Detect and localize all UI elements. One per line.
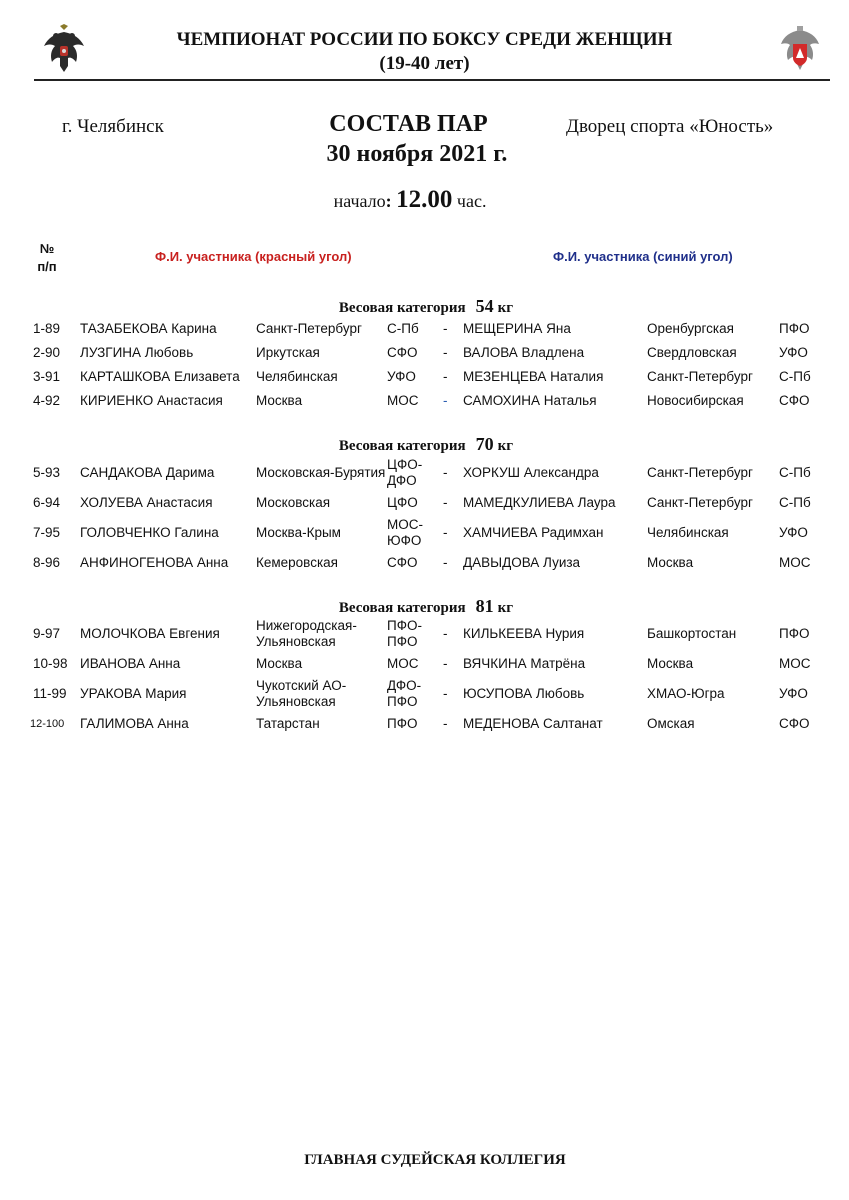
blue-boxer-name: КИЛЬКЕЕВА Нурия xyxy=(463,626,585,641)
blue-boxer-name: ХАМЧИЕВА Радимхан xyxy=(463,525,604,540)
blue-boxer-district: МОС xyxy=(779,656,811,671)
red-boxer-district: СФО xyxy=(387,345,418,360)
blue-boxer-region: Москва xyxy=(647,656,694,671)
red-boxer-region: Челябинская xyxy=(256,369,338,384)
bout-separator: - xyxy=(443,465,448,480)
bout-number: 7-95 xyxy=(33,525,61,540)
blue-boxer-district: ПФО xyxy=(779,321,810,336)
bout-number: 10-98 xyxy=(33,656,68,671)
bout-separator: - xyxy=(443,555,448,570)
red-boxer-name: ТАЗАБЕКОВА Карина xyxy=(80,321,217,336)
red-boxer-region: Иркутская xyxy=(256,345,320,360)
blue-boxer-region: ХМАО-Югра xyxy=(647,686,725,701)
document-title: СОСТАВ ПАР xyxy=(329,111,488,137)
blue-boxer-district: МОС xyxy=(779,555,811,570)
red-boxer-region: Нижегородская-Ульяновская xyxy=(256,618,357,649)
red-boxer-district: ЦФО-ДФО xyxy=(387,457,423,488)
red-boxer-name: САНДАКОВА Дарима xyxy=(80,465,215,480)
red-corner-header: Ф.И. участника (красный угол) xyxy=(155,249,352,264)
blue-boxer-district: СФО xyxy=(779,393,810,408)
bout-separator: - xyxy=(443,525,448,540)
red-boxer-name: ХОЛУЕВА Анастасия xyxy=(80,495,213,510)
blue-corner-header: Ф.И. участника (синий угол) xyxy=(553,249,733,264)
blue-boxer-district: СФО xyxy=(779,716,810,731)
red-boxer-district: ПФО-ПФО xyxy=(387,618,422,649)
red-boxer-region: Санкт-Петербург xyxy=(256,321,362,336)
weight-category-heading xyxy=(0,596,849,617)
blue-boxer-district: УФО xyxy=(779,686,808,701)
red-boxer-name: ГАЛИМОВА Анна xyxy=(80,716,189,731)
city-label: г. Челябинск xyxy=(62,116,164,137)
bout-separator: - xyxy=(443,393,448,408)
blue-boxer-district: УФО xyxy=(779,525,808,540)
weight-category-label: Весовая категория xyxy=(338,300,466,316)
blue-boxer-region: Санкт-Петербург xyxy=(647,465,753,480)
blue-boxer-name: ВАЛОВА Владлена xyxy=(463,345,585,360)
red-boxer-district: ЦФО xyxy=(387,495,418,510)
bout-number: 1-89 xyxy=(33,321,61,336)
age-group-subtitle: (19-40 лет) xyxy=(379,53,470,74)
red-boxer-name: ГОЛОВЧЕНКО Галина xyxy=(80,525,219,540)
bout-number: 12-100 xyxy=(30,718,65,730)
red-boxer-district: СФО xyxy=(387,555,418,570)
blue-boxer-name: МЕЩЕРИНА Яна xyxy=(463,321,571,336)
blue-boxer-district: УФО xyxy=(779,345,808,360)
weight-category-label: Весовая категория xyxy=(338,438,466,454)
bout-separator: - xyxy=(443,345,448,360)
red-boxer-name: КИРИЕНКО Анастасия xyxy=(80,393,223,408)
document-date: 30 ноября 2021 г. xyxy=(326,141,508,167)
blue-boxer-district: С-Пб xyxy=(779,369,811,384)
weight-category-unit: кг xyxy=(497,438,514,454)
red-boxer-region: Москва xyxy=(256,393,303,408)
red-boxer-district: УФО xyxy=(387,369,416,384)
blue-boxer-region: Башкортостан xyxy=(647,626,737,641)
blue-boxer-region: Свердловская xyxy=(647,345,737,360)
bout-separator: - xyxy=(443,716,448,731)
bout-number: 2-90 xyxy=(33,345,61,360)
blue-boxer-name: ВЯЧКИНА Матрёна xyxy=(463,656,586,671)
red-boxer-region: Кемеровская xyxy=(256,555,338,570)
weight-category-value: 70 xyxy=(475,434,494,454)
red-boxer-district: МОС xyxy=(387,656,419,671)
weight-category-label: Весовая категория xyxy=(338,600,466,616)
red-boxer-name: АНФИНОГЕНОВА Анна xyxy=(80,555,229,570)
weight-category-value: 54 xyxy=(475,296,494,316)
blue-boxer-name: ДАВЫДОВА Луиза xyxy=(463,555,581,570)
red-boxer-district: МОС-ЮФО xyxy=(387,517,423,548)
red-boxer-region: Москва-Крым xyxy=(256,525,341,540)
red-boxer-region: Москва xyxy=(256,656,303,671)
blue-boxer-region: Омская xyxy=(647,716,695,731)
start-time-line: начало: 12.00 час. xyxy=(333,186,487,213)
weight-category-heading xyxy=(0,434,849,455)
bout-separator: - xyxy=(443,686,448,701)
blue-boxer-region: Санкт-Петербург xyxy=(647,369,753,384)
red-boxer-name: КАРТАШКОВА Елизавета xyxy=(80,369,240,384)
bout-number: 6-94 xyxy=(33,495,61,510)
blue-boxer-region: Москва xyxy=(647,555,694,570)
blue-boxer-name: МЕДЕНОВА Салтанат xyxy=(463,716,603,731)
red-boxer-district: С-Пб xyxy=(387,321,419,336)
bout-number: 8-96 xyxy=(33,555,61,570)
venue-label: Дворец спорта «Юность» xyxy=(566,116,774,137)
red-boxer-name: УРАКОВА Мария xyxy=(80,686,187,701)
blue-boxer-region: Оренбургская xyxy=(647,321,734,336)
bout-number: 11-99 xyxy=(33,686,67,701)
weight-category-value: 81 xyxy=(475,596,494,616)
red-boxer-name: МОЛОЧКОВА Евгения xyxy=(80,626,220,641)
weight-category-unit: кг xyxy=(497,600,514,616)
bout-separator: - xyxy=(443,495,448,510)
weight-category-unit: кг xyxy=(497,300,514,316)
start-time: 12.00 xyxy=(396,186,453,213)
blue-boxer-name: ХОРКУШ Александра xyxy=(463,465,599,480)
chief-judges-footer: ГЛАВНАЯ СУДЕЙСКАЯ КОЛЛЕГИЯ xyxy=(304,1152,566,1168)
red-boxer-region: Чукотский АО-Ульяновская xyxy=(256,678,347,709)
bout-number: 5-93 xyxy=(33,465,61,480)
bout-separator: - xyxy=(443,321,448,336)
championship-title: ЧЕМПИОНАТ РОССИИ ПО БОКСУ СРЕДИ ЖЕНЩИН xyxy=(176,29,673,50)
red-boxer-region: Московская xyxy=(256,495,331,510)
blue-boxer-name: МАМЕДКУЛИЕВА Лаура xyxy=(463,495,616,510)
number-column-header: № п/п xyxy=(37,241,57,274)
red-boxer-district: ДФО-ПФО xyxy=(387,678,422,709)
red-boxer-name: ИВАНОВА Анна xyxy=(80,656,181,671)
blue-boxer-region: Челябинская xyxy=(647,525,729,540)
bout-separator: - xyxy=(443,626,448,641)
blue-boxer-district: С-Пб xyxy=(779,465,811,480)
red-boxer-region: Московская-Бурятия xyxy=(256,465,386,480)
bout-number: 3-91 xyxy=(33,369,61,384)
bout-separator: - xyxy=(443,369,448,384)
bout-separator: - xyxy=(443,656,448,671)
start-unit: час. xyxy=(456,191,487,211)
blue-boxer-name: САМОХИНА Наталья xyxy=(463,393,597,408)
blue-boxer-name: ЮСУПОВА Любовь xyxy=(463,686,585,701)
red-boxer-district: ПФО xyxy=(387,716,418,731)
blue-boxer-name: МЕЗЕНЦЕВА Наталия xyxy=(463,369,604,384)
header-divider xyxy=(34,79,830,81)
blue-boxer-district: С-Пб xyxy=(779,495,811,510)
blue-boxer-region: Санкт-Петербург xyxy=(647,495,753,510)
blue-boxer-region: Новосибирская xyxy=(647,393,744,408)
bout-number: 9-97 xyxy=(33,626,61,641)
weight-category-heading xyxy=(0,296,849,317)
bout-number: 4-92 xyxy=(33,393,61,408)
red-boxer-region: Татарстан xyxy=(256,716,320,731)
blue-boxer-district: ПФО xyxy=(779,626,810,641)
start-label: начало xyxy=(333,191,386,211)
red-boxer-district: МОС xyxy=(387,393,419,408)
red-boxer-name: ЛУЗГИНА Любовь xyxy=(80,345,194,360)
